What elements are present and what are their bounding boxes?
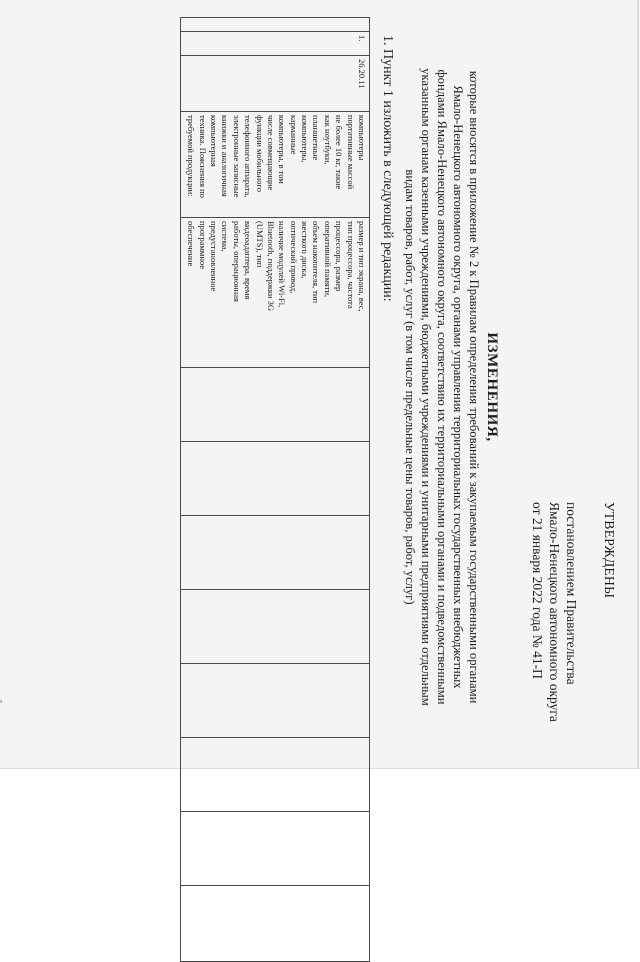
characteristic-line: тип процессора, частота xyxy=(345,221,356,309)
characteristic-line: (UMTS), тип xyxy=(254,221,265,268)
name-line: компьютеры, xyxy=(300,115,311,163)
name-line: портативные массой xyxy=(345,115,356,190)
characteristic-line: система, xyxy=(220,221,231,252)
name-line: компьютерная xyxy=(209,115,220,167)
name-line: функции мобильного xyxy=(254,115,265,192)
approval-line: от 21 января 2022 года № 41-П xyxy=(530,502,546,679)
characteristic-line: объем накопителя, тип xyxy=(311,221,322,304)
characteristic-line: размер и тип экрана, вес, xyxy=(357,221,367,312)
table-cell-empty xyxy=(181,368,370,442)
document-title: ИЗМЕНЕНИЯ, xyxy=(484,332,500,442)
table-cell-empty xyxy=(181,590,370,664)
name-line: электронные записные xyxy=(231,115,242,198)
characteristic-line: работы, операционная xyxy=(231,221,242,302)
subtitle-line: которые вносятся в приложение № 2 к Правилам определения требований к закупаемым государственными органами xyxy=(467,70,481,704)
name-line: книжки и аналогичная xyxy=(220,115,231,197)
table-cell-number: 1. xyxy=(181,32,370,56)
table-cell-empty xyxy=(181,886,370,962)
name-line: компьютеры xyxy=(357,115,367,161)
subtitle-line: видам товаров, работ, услуг (в том числе предельные цены товаров, работ, услуг) xyxy=(403,169,418,605)
name-line: карманные xyxy=(288,115,299,155)
characteristic-line: обеспечение xyxy=(186,221,197,267)
name-line: телефонного аппарата, xyxy=(243,115,254,198)
table-cell-empty xyxy=(181,442,370,516)
approval-line: Ямало-Ненецкого автономного округа xyxy=(547,502,563,722)
name-line: требуемой продукции: xyxy=(186,115,197,197)
name-line: планшетные xyxy=(311,115,322,161)
page-edge xyxy=(637,0,639,768)
name-line: компьютеры, в том xyxy=(277,115,288,184)
approval-heading: УТВЕРЖДЕНЫ xyxy=(602,502,617,599)
scan-mark: ᵃ xyxy=(0,697,3,707)
table-cell-empty xyxy=(181,812,370,886)
item-intro: 1. Пункт 1 изложить в следующей редакции: xyxy=(380,35,395,302)
table-cell-empty xyxy=(181,516,370,590)
characteristic-line: процессора, размер xyxy=(334,221,345,292)
subtitle-line: Ямало-Ненецкого автономного округа, органами управления территориальных государственных внебюджетных xyxy=(451,85,466,689)
name-line: техника. Пояснения по xyxy=(197,115,208,198)
table-cell-code: 26.20.11 xyxy=(181,56,370,112)
characteristic-line: наличие модулей Wi-Fi, xyxy=(277,221,288,308)
characteristic-line: жесткого диска, xyxy=(300,221,311,279)
table-cell-empty xyxy=(181,738,370,812)
name-line: числе совмещающие xyxy=(266,115,276,191)
table-cell-blank xyxy=(181,18,370,32)
approval-line: постановлением Правительства xyxy=(564,502,579,685)
characteristic-line: программное xyxy=(197,221,208,269)
characteristic-line: видеоадаптера, время xyxy=(243,221,254,300)
document-subtitle xyxy=(401,37,481,737)
requirements-table xyxy=(180,17,370,962)
characteristic-line: предустановленное xyxy=(209,221,220,292)
table-cell-empty xyxy=(181,664,370,738)
name-line: не более 10 кг, такие xyxy=(334,115,345,190)
table-cell-characteristics xyxy=(181,218,370,368)
characteristic-line: оперативной памяти, xyxy=(322,221,333,298)
name-line: как ноутбуки, xyxy=(322,115,333,165)
rotated-document xyxy=(27,17,617,757)
approval-decree xyxy=(528,502,579,722)
characteristic-line: Bluetooth, поддержки 3G xyxy=(266,221,276,312)
subtitle-line: указанным органам казенными учреждениями, бюджетными учреждениями и унитарными предприятиями отдельным xyxy=(419,68,434,706)
table-cell-name xyxy=(181,112,370,218)
table-row xyxy=(181,18,370,962)
subtitle-line: фондами Ямало-Ненецкого автономного округа, соответствию их территориальными органами и подведомственными xyxy=(435,69,450,705)
characteristic-line: оптический привод, xyxy=(288,221,299,294)
